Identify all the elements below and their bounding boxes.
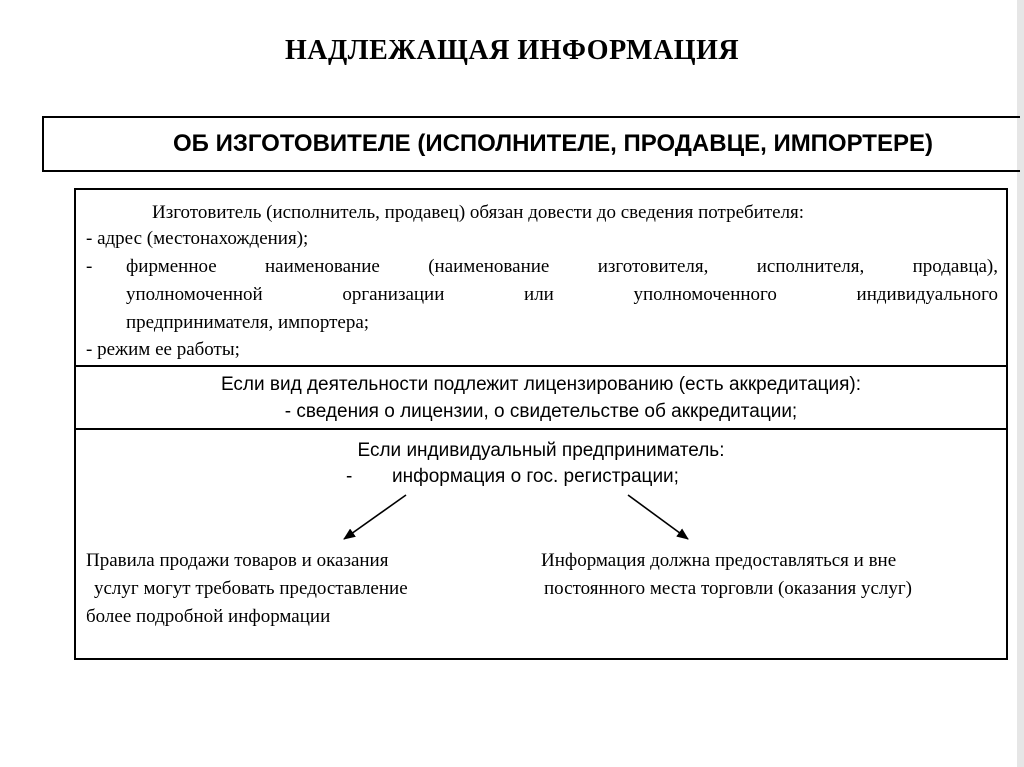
right-note-line-1: Информация должна предоставляться и вне — [541, 550, 897, 571]
license-info: - сведения о лицензии, о свидетельстве об аккредитации; — [284, 401, 798, 422]
manufacturer-duties-section — [76, 190, 1006, 367]
duty-work-hours: - режим ее работы; — [86, 339, 240, 360]
left-note-line-1: Правила продажи товаров и оказания — [86, 550, 389, 571]
duty-name-line-2: уполномоченной организации или уполномоченного индивидуального — [126, 284, 998, 305]
duty-name-line-3: предпринимателя, импортера; — [126, 312, 370, 333]
subject-box — [42, 116, 1020, 172]
left-branch-arrow — [344, 495, 406, 539]
left-note-line-2: услуг могут требовать предоставление — [94, 578, 408, 599]
duty-name-line-1: фирменное наименование (наименование изготовителя, исполнителя, продавца), — [126, 256, 998, 277]
registration-dash: - — [346, 466, 353, 487]
subject-heading: ОБ ИЗГОТОВИТЕЛЕ (ИСПОЛНИТЕЛЕ, ПРОДАВЦЕ, ИМПОРТЕРЕ) — [173, 130, 933, 157]
registration-info: информация о гос. регистрации; — [392, 466, 679, 487]
right-branch-arrow — [628, 495, 688, 539]
right-note-line-2: постоянного места торговли (оказания услуг) — [544, 578, 912, 599]
page-title: НАДЛЕЖАЩАЯ ИНФОРМАЦИЯ — [284, 35, 740, 66]
info-box — [74, 188, 1008, 660]
duty-address: - адрес (местонахождения); — [86, 228, 309, 249]
entrepreneur-section — [76, 430, 1006, 658]
entrepreneur-condition: Если индивидуальный предприниматель: — [357, 440, 725, 461]
license-condition: Если вид деятельности подлежит лицензированию (есть аккредитация): — [220, 374, 862, 395]
duty-name-dash: - — [86, 256, 93, 277]
duties-intro: Изготовитель (исполнитель, продавец) обязан довести до сведения потребителя: — [152, 202, 805, 223]
license-section — [76, 367, 1006, 430]
left-note-line-3: более подробной информации — [86, 606, 331, 627]
